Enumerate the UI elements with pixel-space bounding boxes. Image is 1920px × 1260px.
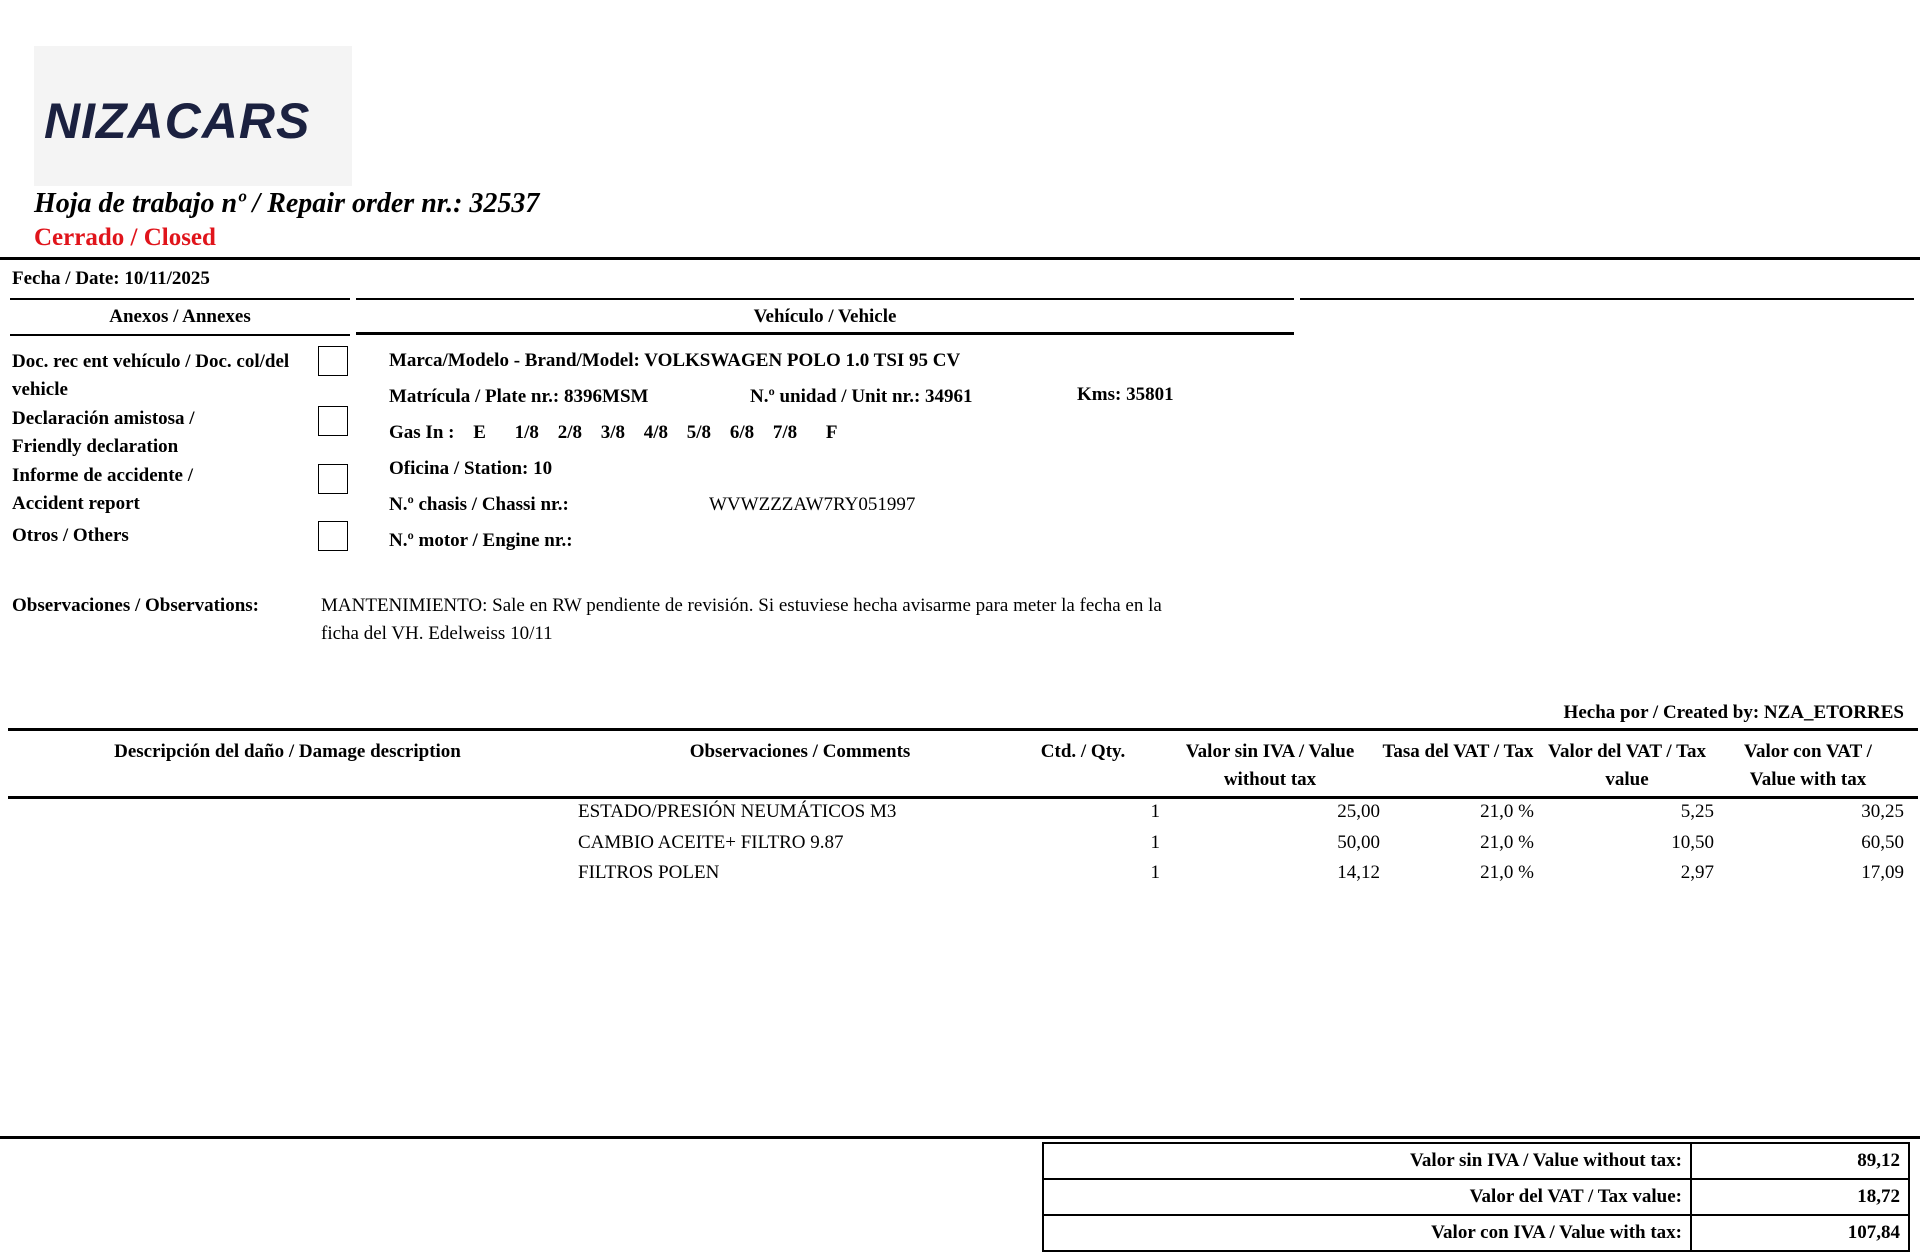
annex-accident-checkbox[interactable] (318, 464, 348, 494)
total-row-without-tax (1043, 1143, 1909, 1179)
cell-value-with-tax: 30,25 (1861, 801, 1904, 822)
annexes-top-rule (10, 298, 350, 300)
col-header-qty: Ctd. / Qty. (1040, 741, 1126, 762)
gas-level[interactable]: 1/8 (514, 422, 539, 443)
gas-level-row (389, 422, 851, 444)
gas-level[interactable]: 7/8 (772, 422, 798, 443)
cell-tax-rate: 21,0 % (1480, 832, 1534, 853)
annex-item-accident: Informe de accidente / Accident report (12, 465, 193, 514)
col-header-comments: Observaciones / Comments (689, 741, 911, 762)
order-status: Cerrado / Closed (34, 224, 216, 251)
annex-item-doc: Doc. rec ent vehículo / Doc. col/del vehicle (12, 351, 290, 400)
cell-tax-value: 5,25 (1680, 801, 1714, 822)
vehicle-engine-label: N.º motor / Engine nr.: (389, 530, 573, 551)
col-header-damage: Descripción del daño / Damage description (114, 741, 461, 762)
company-logo (34, 46, 352, 186)
cell-value-with-tax: 17,09 (1861, 862, 1904, 883)
cell-tax-value: 10,50 (1671, 832, 1714, 853)
cell-qty: 1 (1150, 862, 1160, 883)
vehicle-bottom-rule (356, 332, 1294, 335)
totals-table (1042, 1142, 1910, 1252)
vehicle-plate: Matrícula / Plate nr.: 8396MSM (389, 386, 649, 407)
vehicle-chassis-value: WVWZZZAW7RY051997 (709, 494, 916, 515)
footer-divider (0, 1136, 1920, 1139)
annex-item-others: Otros / Others (12, 525, 129, 546)
total-value: 89,12 (1691, 1143, 1909, 1179)
col-header-value-without-tax: Valor sin IVA / Value without tax (1185, 741, 1355, 790)
total-row-with-tax (1043, 1215, 1909, 1251)
vehicle-station: Oficina / Station: 10 (389, 458, 553, 479)
total-value: 107,84 (1691, 1215, 1909, 1251)
cell-value-without-tax: 14,12 (1337, 862, 1380, 883)
gas-level[interactable]: 2/8 (557, 422, 582, 443)
total-label: Valor sin IVA / Value without tax: (1043, 1143, 1691, 1179)
total-label: Valor del VAT / Tax value: (1043, 1179, 1691, 1215)
header-divider (0, 257, 1920, 260)
cell-value-with-tax: 60,50 (1861, 832, 1904, 853)
vehicle-brand-model: Marca/Modelo - Brand/Model: VOLKSWAGEN POLO 1.0 TSI 95 CV (389, 350, 961, 371)
gas-label: Gas In : (389, 422, 455, 443)
gas-level[interactable]: 6/8 (729, 422, 755, 443)
vehicle-title: Vehículo / Vehicle (753, 306, 897, 327)
observations-label: Observaciones / Observations: (12, 595, 259, 616)
gas-level[interactable]: F (825, 422, 838, 443)
table-row (0, 797, 1920, 827)
table-top-rule (8, 728, 1918, 731)
observations-text: MANTENIMIENTO: Sale en RW pendiente de revisión. Si estuviese hecha avisarme para meter la fecha en la ficha del VH. Edelweiss 10/11 (321, 595, 1162, 644)
col-header-value-with-tax: Valor con VAT / Value with tax (1744, 741, 1872, 790)
cell-tax-rate: 21,0 % (1480, 862, 1534, 883)
vehicle-unit: N.º unidad / Unit nr.: 34961 (750, 386, 973, 407)
logo-text: NIZACARS (44, 93, 311, 149)
gas-level[interactable]: 3/8 (600, 422, 625, 443)
annexes-title: Anexos / Annexes (109, 306, 251, 327)
cell-comment: ESTADO/PRESIÓN NEUMÁTICOS M3 (578, 801, 897, 822)
extra-top-rule (1300, 298, 1914, 300)
cell-qty: 1 (1150, 801, 1160, 822)
annex-friendly-checkbox[interactable] (318, 406, 348, 436)
cell-qty: 1 (1150, 832, 1160, 853)
table-row (0, 858, 1920, 888)
cell-value-without-tax: 25,00 (1337, 801, 1380, 822)
cell-value-without-tax: 50,00 (1337, 832, 1380, 853)
total-label: Valor con IVA / Value with tax: (1043, 1215, 1691, 1251)
col-header-tax-rate: Tasa del VAT / Tax (1382, 741, 1534, 762)
cell-tax-rate: 21,0 % (1480, 801, 1534, 822)
vehicle-kms: Kms: 35801 (1077, 384, 1174, 405)
annex-doc-checkbox[interactable] (318, 346, 348, 376)
annexes-bottom-rule (10, 334, 350, 336)
cell-tax-value: 2,97 (1680, 862, 1714, 883)
col-header-tax-value: Valor del VAT / Tax value (1547, 741, 1707, 790)
gas-level[interactable]: 4/8 (643, 422, 669, 443)
vehicle-chassis-label: N.º chasis / Chassi nr.: (389, 494, 569, 515)
total-value: 18,72 (1691, 1179, 1909, 1215)
gas-level[interactable]: E (473, 422, 486, 443)
cell-comment: CAMBIO ACEITE+ FILTRO 9.87 (578, 832, 844, 853)
total-row-tax (1043, 1179, 1909, 1215)
annex-others-checkbox[interactable] (318, 521, 348, 551)
order-date: Fecha / Date: 10/11/2025 (12, 268, 210, 289)
gas-level[interactable]: 5/8 (686, 422, 712, 443)
created-by: Hecha por / Created by: NZA_ETORRES (1563, 702, 1904, 723)
order-title: Hoja de trabajo nº / Repair order nr.: 32537 (34, 188, 540, 219)
cell-comment: FILTROS POLEN (578, 862, 720, 883)
vehicle-top-rule (356, 298, 1294, 300)
table-row (0, 828, 1920, 858)
annex-item-friendly: Declaración amistosa / Friendly declaration (12, 408, 195, 457)
